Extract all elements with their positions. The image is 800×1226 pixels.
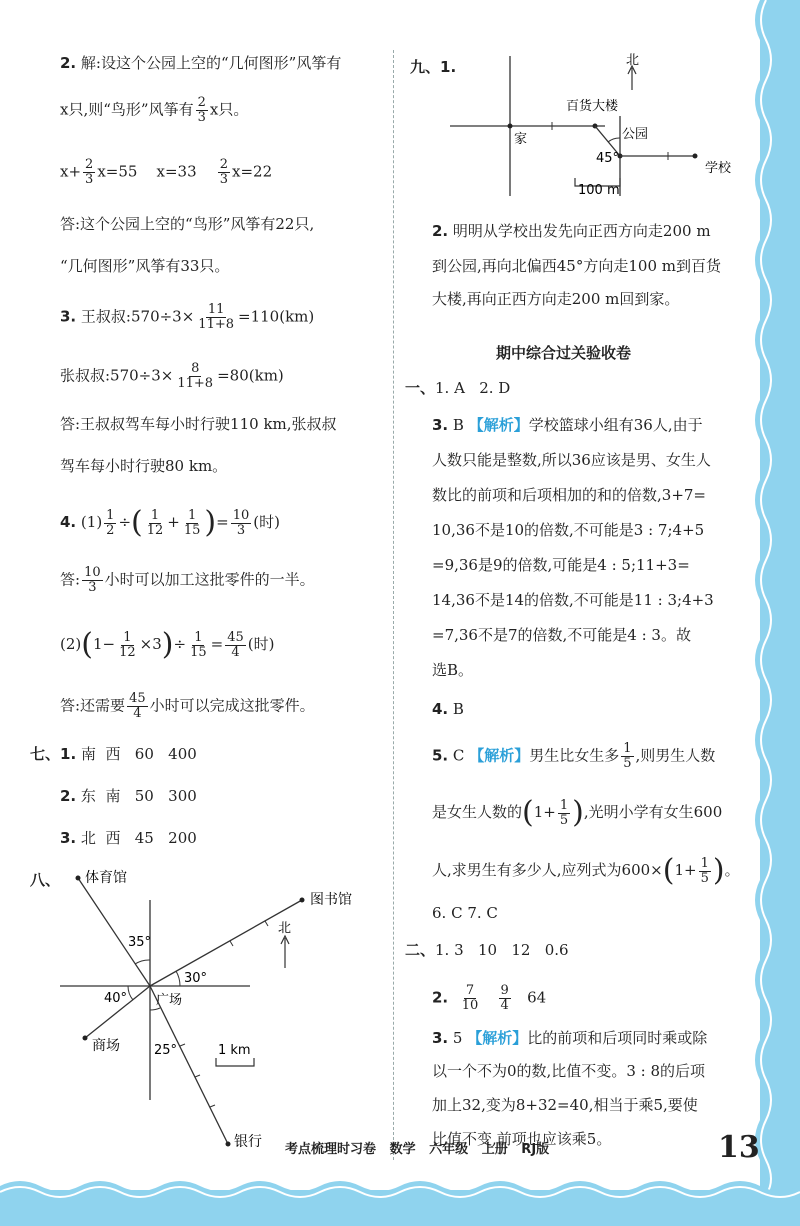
frac-num: 1 [700, 855, 709, 871]
page-number: 13 [718, 1130, 760, 1165]
fraction [175, 362, 215, 391]
frac-num: 10 [232, 507, 250, 523]
s1-q3-line8: 选B。 [432, 661, 474, 679]
eq-part: =80(km) [217, 366, 284, 385]
frac-den: 11+8 [177, 376, 214, 391]
fraction [218, 158, 230, 187]
item-number: 1. [60, 745, 77, 763]
gym-point [76, 876, 81, 881]
label-scale: 1 km [218, 1043, 251, 1058]
bottom-wave-decoration [0, 1172, 800, 1202]
frac-num: 1 [150, 507, 160, 523]
frac-den: 11+8 [198, 317, 235, 332]
analysis-tag: 【解析】 [467, 1029, 528, 1047]
frac-den: 4 [500, 998, 509, 1013]
fraction [127, 692, 148, 721]
q2-line1 [60, 52, 341, 74]
fraction [83, 158, 95, 187]
tick [230, 941, 233, 946]
frac-den: 3 [85, 172, 94, 187]
frac-num: 2 [197, 95, 206, 110]
eq-part: 张叔叔:570÷3× [60, 366, 174, 385]
item-answer: 5 [452, 1029, 463, 1047]
item-text: ,则男生人数 [635, 746, 716, 765]
school-point [693, 154, 698, 159]
fraction [104, 509, 116, 538]
item-text: 1. A 2. D [435, 379, 511, 397]
eq-part: 答: [60, 570, 81, 589]
fraction [621, 742, 633, 771]
fraction [188, 631, 209, 660]
item-number: 3. [60, 829, 77, 847]
fraction [145, 509, 166, 538]
item-text: 学校篮球小组有36人,由于 [528, 416, 703, 434]
s2-row2 [432, 984, 546, 1013]
frac-den: 15 [183, 522, 201, 538]
frac-den: 4 [133, 706, 142, 721]
eq-part: =110(km) [238, 307, 315, 326]
q2-equations [60, 158, 272, 187]
frac-den: 5 [700, 870, 709, 886]
label-dept-store: 百货大楼 [566, 99, 619, 114]
s1-q4 [432, 698, 464, 720]
fraction [699, 857, 711, 886]
fraction [460, 984, 481, 1013]
label-park: 公园 [622, 127, 649, 142]
item-answer: C [452, 746, 465, 765]
s2-row1 [405, 939, 569, 961]
angle-arc-40 [128, 986, 133, 1000]
q4-answer2 [60, 692, 315, 721]
label-angle-25: 25° [154, 1043, 178, 1058]
q4-part1 [60, 505, 280, 540]
frac-den: 3 [88, 580, 97, 595]
mall-point [83, 1036, 88, 1041]
frac-num: 2 [219, 157, 228, 172]
s2-row3-line2: 以一个不为0的数,比值不变。3 : 8的后项 [432, 1062, 705, 1080]
eq-part: x+ [60, 162, 82, 181]
s1-q3-line4: 10,36不是10的倍数,不可能是3 : 7;4+5 [432, 521, 705, 539]
column-divider [393, 50, 394, 1160]
footer-text: 考点梳理时习卷 数学 六年级 上册 RJ版 [285, 1142, 550, 1157]
bank-point [226, 1142, 231, 1147]
item-text: 比的前项和后项同时乘或除 [527, 1029, 708, 1047]
s9-route-diagram [440, 50, 750, 210]
frac-num: 1 [194, 629, 203, 645]
eq-part: x=55 [97, 162, 138, 181]
frac-den: 5 [559, 812, 569, 828]
q4-part2 [60, 627, 275, 662]
s9-q2-line1 [432, 220, 711, 242]
s1-q3-line3: 数比的前项和后项相加的和的倍数,3+7= [432, 486, 706, 504]
s1-q5-line3 [432, 853, 740, 888]
item-number: 5. [432, 746, 449, 765]
paren-open: ( [662, 853, 675, 888]
s9-q2-line2: 到公园,再向北偏西45°方向走100 m到百货 [432, 257, 721, 275]
s9-q2-line3: 大楼,再向正西方向走200 m回到家。 [432, 290, 680, 308]
frac-num: 45 [129, 691, 146, 706]
frac-den: 12 [119, 644, 136, 660]
label-angle-35: 35° [128, 935, 152, 950]
s1-q67: 6. C 7. C [432, 904, 498, 922]
s7-row2 [60, 785, 197, 807]
q4-answer1 [60, 566, 315, 595]
item-answer: B [452, 700, 464, 718]
q4-number: 4. [60, 513, 77, 531]
eq-part: (时) [247, 635, 275, 653]
q2-number: 2. [60, 54, 77, 72]
angle-arc-45 [608, 138, 620, 142]
eq-part: (1) [80, 513, 103, 531]
section-head: 一、 [405, 379, 436, 397]
section-head: 二、 [405, 941, 436, 959]
q3-answer1: 答:王叔叔驾车每小时行驶110 km,张叔叔 [60, 415, 337, 433]
label-scale: 100 m [578, 183, 620, 198]
frac-den: 15 [190, 644, 207, 660]
tick [265, 921, 268, 926]
frac-den: 12 [146, 522, 164, 538]
s1-q5-line2 [432, 795, 723, 830]
library-point [300, 898, 305, 903]
frac-num: 45 [227, 629, 244, 645]
q2-text1: 解:设这个公园上空的“几何图形”风筝有 [80, 54, 342, 72]
frac-den: 3 [236, 522, 246, 538]
fraction [196, 96, 208, 125]
s7-row1 [30, 743, 197, 765]
eq-part: ÷ [118, 513, 132, 531]
s1-row12 [405, 377, 510, 399]
frac-num: 1 [106, 507, 115, 523]
fraction [182, 509, 203, 538]
frac-num: 2 [85, 157, 94, 172]
fraction [117, 631, 138, 660]
item-number: 3. [432, 1029, 449, 1047]
paren-close: ) [161, 627, 174, 662]
item-number: 4. [432, 700, 449, 718]
label-angle-40: 40° [104, 991, 128, 1006]
item-text: 。 [724, 861, 740, 879]
frac-num: 9 [500, 983, 509, 998]
label-angle-45: 45° [596, 151, 620, 166]
eq-part: = [216, 513, 229, 531]
item-number: 3. [432, 416, 449, 434]
frac-num: 1 [559, 797, 569, 813]
item-number: 2. [60, 787, 77, 805]
q2-text2b: x只。 [209, 100, 249, 119]
section-head: 九、 [410, 58, 441, 76]
gym-ray [78, 878, 150, 986]
q2-line2 [60, 96, 248, 125]
label-gym: 体育馆 [85, 870, 127, 886]
eq-part: 小时可以加工这批零件的一半。 [104, 570, 315, 589]
label-library: 图书馆 [310, 892, 352, 908]
angle-arc-35 [135, 960, 150, 964]
fraction [231, 509, 252, 538]
s8-map-diagram [40, 860, 380, 1160]
eq-part: ×3 [139, 635, 162, 653]
q3-wang [60, 303, 314, 332]
item-text: 明明从学校出发先向正西方向走200 m [452, 222, 711, 240]
q3-number: 3. [60, 307, 77, 326]
angle-arc-25 [150, 1008, 160, 1010]
item-number: 1. [440, 58, 457, 76]
item-text: 人,求男生有多少人,应列式为600× [432, 861, 663, 879]
tick [195, 1075, 200, 1077]
frac-num: 1 [623, 741, 632, 756]
paren-close: ) [204, 505, 217, 540]
section-head: 七、 [30, 745, 61, 763]
eq-part: 1+ [533, 803, 556, 821]
frac-den: 10 [461, 998, 479, 1013]
frac-num: 11 [207, 302, 225, 317]
item-text: 北 西 45 200 [80, 829, 197, 847]
s7-row3 [60, 827, 197, 849]
q3-zhang [60, 362, 284, 391]
s2-row3-line4: 比值不变,前项也应该乘5。 [432, 1130, 612, 1148]
eq-part: x=22 [232, 162, 273, 181]
label-north: 北 [278, 921, 292, 936]
q2-answer1: 答:这个公园上空的“鸟形”风筝有22只, [60, 215, 315, 233]
s1-q3-line1 [432, 414, 703, 436]
q2-text2a: x只,则“鸟形”风筝有 [60, 100, 194, 119]
right-wave-decoration [748, 0, 778, 1195]
analysis-tag: 【解析】 [468, 416, 529, 434]
eq-part: x=33 [156, 162, 197, 181]
eq-part: 王叔叔:570÷3× [80, 307, 195, 326]
eq-part: ÷ [173, 635, 187, 653]
library-ray [150, 900, 302, 986]
exam-title: 期中综合过关验收卷 [496, 344, 632, 362]
frac-den: 3 [219, 172, 228, 187]
eq-part: = [210, 635, 224, 653]
item-answer: B [452, 416, 464, 434]
paren-open: ( [522, 795, 534, 830]
label-bank: 银行 [234, 1134, 262, 1150]
paren-open: ( [81, 627, 93, 662]
s1-q3-line7: =7,36不是7的倍数,不可能是4 : 3。故 [432, 626, 691, 644]
fraction [558, 799, 570, 828]
paren-open: ( [131, 505, 143, 540]
label-home: 家 [514, 132, 528, 147]
s1-q3-line5: =9,36是9的倍数,可能是4 : 5;11+3= [432, 556, 690, 574]
frac-den: 5 [623, 756, 632, 771]
s1-q5-line1 [432, 742, 715, 771]
item-text: 64 [527, 988, 547, 1007]
fraction [196, 303, 236, 332]
s1-q3-line6: 14,36不是14的倍数,不可能是11 : 3;4+3 [432, 591, 714, 609]
angle-arc-30 [176, 971, 180, 986]
eq-part: 小时可以完成这批零件。 [149, 696, 315, 715]
item-text: 东 南 50 300 [80, 787, 197, 805]
s8-head: 八、 [30, 871, 61, 889]
frac-num: 7 [465, 983, 475, 998]
q2-answer2: “几何图形”风筝有33只。 [60, 257, 230, 275]
label-school: 学校 [705, 161, 732, 176]
frac-num: 10 [84, 565, 101, 580]
fraction [82, 566, 103, 595]
eq-part: 答:还需要 [60, 696, 126, 715]
paren-close: ) [712, 853, 725, 888]
fraction [499, 984, 511, 1013]
eq-part: (2) [60, 635, 82, 653]
item-text: 男生比女生多 [529, 746, 620, 765]
item-text: 1. 3 10 12 0.6 [435, 941, 569, 959]
item-text: 南 西 60 400 [80, 745, 197, 763]
eq-part: 1− [92, 635, 116, 653]
item-text: 是女生人数的 [432, 803, 523, 821]
label-square: 广场 [156, 993, 183, 1008]
s2-row3-line1 [432, 1027, 707, 1049]
paren-close: ) [572, 795, 584, 830]
tick [180, 1044, 185, 1046]
item-number: 2. [432, 988, 449, 1007]
frac-den: 2 [106, 522, 115, 538]
eq-part: 1+ [674, 861, 697, 879]
label-angle-30: 30° [184, 971, 208, 986]
tick [210, 1105, 215, 1107]
fraction [225, 631, 246, 660]
frac-den: 3 [197, 110, 206, 125]
s2-row3-line3: 加上32,变为8+32=40,相当于乘5,要使 [432, 1096, 698, 1114]
eq-part: (时) [253, 513, 280, 531]
q3-answer2: 驾车每小时行驶80 km。 [60, 457, 228, 475]
frac-den: 4 [231, 644, 240, 660]
eq-part: + [167, 513, 180, 531]
analysis-tag: 【解析】 [469, 746, 530, 765]
item-number: 2. [432, 222, 449, 240]
scale-bar [216, 1058, 254, 1066]
frac-num: 8 [191, 361, 200, 376]
frac-num: 1 [188, 507, 197, 523]
label-north: 北 [626, 53, 640, 68]
item-text: ,光明小学有女生600 [583, 803, 723, 821]
home-point [508, 124, 513, 129]
frac-num: 1 [123, 629, 132, 645]
label-mall: 商场 [92, 1038, 120, 1054]
s1-q3-line2: 人数只能是整数,所以36应该是男、女生人 [432, 451, 711, 469]
